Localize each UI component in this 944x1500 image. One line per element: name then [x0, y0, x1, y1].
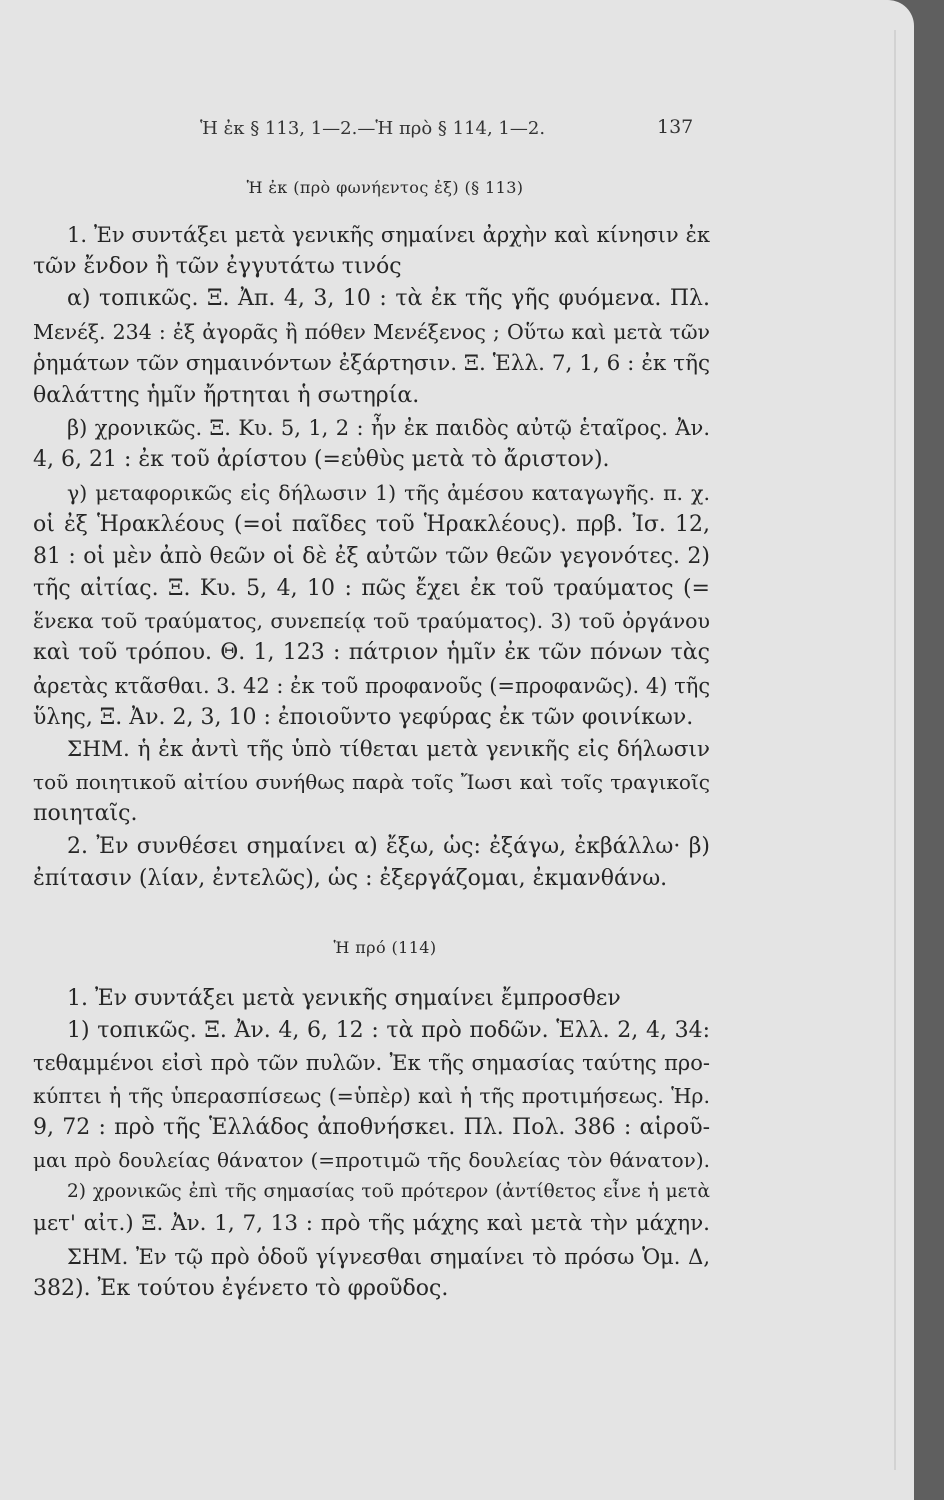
- text-line: 382). Ἐκ τούτου ἐγένετο τὸ φροῦδος.: [33, 1275, 449, 1301]
- text-line: μετ' αἰτ.) Ξ. Ἀν. 1, 7, 13 : πρὸ τῆς μάχης καὶ μετὰ τὴν μάχην.: [33, 1211, 710, 1237]
- page-number: 137: [657, 116, 694, 138]
- text-line: ποιηταῖς.: [33, 801, 138, 827]
- text-line: ἐπίτασιν (λίαν, ἐντελῶς), ὡς : ἐξεργάζομαι, ἐκμανθάνω.: [33, 865, 668, 891]
- text-line: 81 : οἱ μὲν ἀπὸ θεῶν οἱ δὲ ἐξ αὐτῶν τῶν θεῶν γεγονότες. 2): [33, 543, 710, 569]
- text-line: τεθαμμένοι εἰσὶ πρὸ τῶν πυλῶν. Ἐκ τῆς σημασίας ταύτης προ-: [33, 1051, 710, 1076]
- section-title-pro: Ἡ πρό (114): [333, 938, 437, 957]
- text-line: τοῦ ποιητικοῦ αἰτίου συνήθως παρὰ τοῖς Ἴωσι καὶ τοῖς τραγικοῖς: [33, 770, 710, 795]
- text-line: καὶ τοῦ τρόπου. Θ. 1, 123 : πάτριον ἡμῖν ἐκ τῶν πόνων τὰς: [33, 640, 710, 666]
- text-line: τῶν ἔνδον ἢ τῶν ἐγγυτάτω τινός: [33, 254, 402, 280]
- text-line: γ) μεταφορικῶς εἰς δήλωσιν 1) τῆς ἀμέσου καταγωγῆς. π. χ.: [67, 480, 710, 505]
- text-line: ἀρετὰς κτᾶσθαι. 3. 42 : ἐκ τοῦ προφανοῦς (=προφανῶς). 4) τῆς: [33, 673, 711, 698]
- text-line: 2. Ἐν συνθέσει σημαίνει α) ἔξω, ὡς: ἐξάγω, ἐκβάλλω· β): [67, 833, 710, 859]
- text-line: κύπτει ἡ τῆς ὑπερασπίσεως (=ὑπὲρ) καὶ ἡ τῆς προτιμήσεως. Ἡρ.: [33, 1083, 710, 1108]
- section-title-ek: Ἡ ἐκ (πρὸ φωνήεντος ἐξ) (§ 113): [246, 178, 524, 197]
- text-line: οἱ ἐξ Ἡρακλέους (=οἱ παῖδες τοῦ Ἡρακλέους). πρβ. Ἰσ. 12,: [33, 511, 710, 537]
- text-line: ῥημάτων τῶν σημαινόντων ἐξάρτησιν. Ξ. Ἑλλ. 7, 1, 6 : ἐκ τῆς: [33, 350, 710, 376]
- text-line: θαλάττης ἡμῖν ἤρτηται ἡ σωτηρία.: [33, 382, 420, 408]
- running-head: Ἡ ἐκ § 113, 1—2.—Ἡ πρὸ § 114, 1—2.: [200, 118, 546, 139]
- text-line: μαι πρὸ δουλείας θάνατον (=προτιμῶ τῆς δουλείας τὸν θάνατον).: [33, 1147, 710, 1172]
- text-line: ἕνεκα τοῦ τραύματος, συνεπείᾳ τοῦ τραύματος). 3) τοῦ ὀργάνου: [33, 609, 710, 634]
- text-line: τῆς αἰτίας. Ξ. Κυ. 5, 4, 10 : πῶς ἔχει ἐκ τοῦ τραύματος (=: [33, 576, 710, 602]
- text-line: 1) τοπικῶς. Ξ. Ἀν. 4, 6, 12 : τὰ πρὸ ποδῶν. Ἑλλ. 2, 4, 34:: [67, 1018, 710, 1044]
- section-body-pro: [33, 983, 710, 1305]
- text-line: 9, 72 : πρὸ τῆς Ἑλλάδος ἀποθνήσκει. Πλ. Πολ. 386 : αἱροῦ-: [33, 1114, 710, 1140]
- text-line: β) χρονικῶς. Ξ. Κυ. 5, 1, 2 : ἦν ἐκ παιδὸς αὐτῷ ἑταῖρος. Ἀν.: [67, 416, 710, 441]
- text-line: ΣΗΜ. Ἐν τῷ πρὸ ὁδοῦ γίγνεσθαι σημαίνει τὸ πρόσω Ὁμ. Δ,: [67, 1244, 710, 1269]
- text-line: Μενέξ. 234 : ἐξ ἀγορᾶς ἢ πόθεν Μενέξενος ; Οὕτω καὶ μετὰ τῶν: [33, 319, 710, 344]
- text-line: α) τοπικῶς. Ξ. Ἀπ. 4, 3, 10 : τὰ ἐκ τῆς γῆς φυόμενα. Πλ.: [67, 286, 710, 312]
- text-line: 2) χρονικῶς ἐπὶ τῆς σημασίας τοῦ πρότερον (ἀντίθετος εἶνε ἡ μετὰ: [67, 1181, 710, 1203]
- text-line: ΣΗΜ. ἡ ἐκ ἀντὶ τῆς ὑπὸ τίθεται μετὰ γενικῆς εἰς δήλωσιν: [67, 737, 710, 762]
- text-line: 4, 6, 21 : ἐκ τοῦ ἀρίστου (=εὐθὺς μετὰ τὸ ἄριστον).: [33, 447, 610, 473]
- section-body-ek: [33, 219, 710, 895]
- text-line: ὕλης, Ξ. Ἀν. 2, 3, 10 : ἐποιοῦντο γεφύρας ἐκ τῶν φοινίκων.: [33, 704, 694, 730]
- text-line: 1. Ἐν συντάξει μετὰ γενικῆς σημαίνει ἀρχὴν καὶ κίνησιν ἐκ: [67, 223, 710, 247]
- text-line: 1. Ἐν συντάξει μετὰ γενικῆς σημαίνει ἔμπροσθεν: [67, 986, 621, 1011]
